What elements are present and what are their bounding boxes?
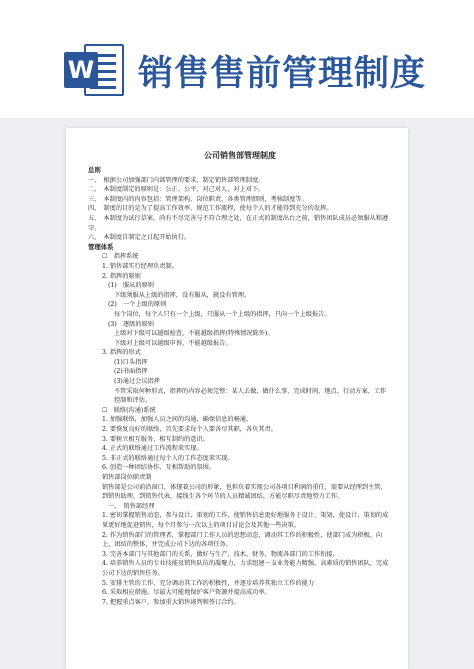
paragraph-line: 6. 采取相应措施，尽最大可能地保护客户资源并提高成功率。: [102, 589, 271, 597]
paragraph-line: 2. 指挥的原则: [102, 272, 141, 280]
paragraph-line: 五、 本制度为试行草案，尚有不尽完善与不符合理之处，在正式的制度出台之前，销售团队成员必须服从和遵守。: [88, 214, 389, 232]
word-icon-letter: W: [64, 52, 98, 88]
document-sections: [88, 166, 392, 607]
paragraph-line: (2)书面指挥: [114, 368, 148, 376]
paragraph-line: 1. 销售部实行经理负责制。: [102, 262, 178, 270]
paragraph-line: ☐ 指挥系统: [102, 253, 139, 261]
paragraph-line: 3. 指挥的形式: [102, 349, 141, 357]
paragraph-line: 一、 销售部经理: [108, 502, 155, 510]
paragraph-line: 6. 创造一种团结协作、互相帮助的氛围。: [102, 464, 216, 472]
document-page: [66, 128, 408, 669]
paragraph-line: 一、 根据公司加强部门内部管理的要求，制定销售部管理制度。: [88, 176, 265, 184]
section-heading: 管理体系: [88, 242, 114, 251]
paragraph-line: (3) 逐级的原则: [108, 320, 154, 328]
paragraph-line: 7. 把握重点客户，参加重大销售谈判和签订合约。: [102, 598, 240, 606]
paragraph-line: 5. 非正式的联络通过每个人的工作态度来实现。: [102, 454, 234, 462]
paper-title: 公司销售部管理制度: [204, 150, 276, 160]
paragraph-line: 3. 完善本部门与其他部门的关系，做好与生产、技术、财务、物流各部门的工作衔接。: [102, 550, 339, 558]
document-content: [88, 150, 392, 607]
banner: [0, 0, 474, 118]
paragraph-line: (1) 服从的原则: [108, 282, 154, 290]
paragraph-line: 4. 培养销售人员的专业技能及销售队伍的凝聚力，力求组建一支业务能力精强、高素质的销售团队，完成公司下达的销售任务。: [102, 560, 389, 577]
document-banner-title: 销售售前管理制度: [138, 54, 427, 94]
paragraph-line: 每个岗位，每个人只有一个上级，只服从一个上级的指挥，只向一个上级报告。: [114, 310, 331, 318]
word-document-icon: [64, 44, 124, 96]
paragraph-line: (1)口头指挥: [114, 358, 148, 366]
paragraph-line: 二、 本制度制定的原则是：公正、公平、对己对人，对上对下。: [88, 186, 265, 194]
paragraph-line: 4. 正式的联络通过工作流程来实现。: [102, 445, 203, 453]
paragraph-line: 六、 本制度自制定之日起开始执行。: [88, 234, 191, 242]
paragraph-line: 不管采取何种形式，指挥的内容必须完整：某人去做、做什么事、完成时间、地点、行动方案、工作控制和评估。: [114, 387, 387, 405]
paragraph-line: (2) 一个上级的原则: [108, 301, 167, 309]
paragraph-line: 下级须服从上级的指挥，没有服从，就没有管理。: [114, 291, 251, 299]
paragraph-line: 2. 作为销售部门的管理者，掌握部门工作人员的思想动态，调动其工作的积极性，使部门成为积极、向上、团结的整体，并完成公司下达的各项任务。: [102, 531, 383, 549]
paragraph-line: 1. 密切掌握销售动态，参与设计、策划的工作，使销售信息更好地服务于设计、策划，使设计、策划的成果更好地促进销售，每个月参与一次以上的项目讨论会及其他一些决策。: [102, 512, 389, 529]
paragraph-line: 2. 要恢复良好的联络，首先要求每个人要各尽其职，各负其责。: [102, 426, 277, 434]
paragraph-line: 销售部岗位职责制: [102, 474, 152, 481]
paragraph-line: 上级对下级可以越级检查，不能越级指挥(特殊情况除外)。: [114, 330, 274, 338]
paragraph-line: 5. 安排主管的工作，充分调动其工作的积极性，并逐步培养其独立工作的能力: [102, 579, 315, 587]
paragraph-line: 四、 制度的目的是为了提高工作效率、规范工作流程，使每个人的才能得到充分的发挥。: [88, 205, 333, 213]
paragraph-line: 1. 加强联络，加强人员之间的沟通，确保信息的畅通。: [102, 416, 253, 424]
paragraph-line: 销售部是公司前沿窗口，体现着公司的形象，也担负着实现公司各项目利润的重任，需要从经理到主管，到销售助理，到销售代表，接线生各个环节的人员精诚团结，方能尽职尽责地努力工作。: [102, 483, 387, 501]
paragraph-line: 下级对上级可以越级申诉，不能越级报告。: [114, 339, 232, 347]
paragraph-line: 三、 本制度内的内容包括：管理架构、岗位职责、各类管理细则、考核制度等。: [88, 195, 308, 203]
paragraph-line: 3. 要树立相互服务、相互制约的意识。: [102, 435, 209, 443]
section-heading: 总则: [88, 166, 101, 174]
paragraph-line: ☐ 联络(沟通)系统: [102, 406, 156, 414]
paragraph-line: (3)通过会议指挥: [114, 378, 160, 386]
